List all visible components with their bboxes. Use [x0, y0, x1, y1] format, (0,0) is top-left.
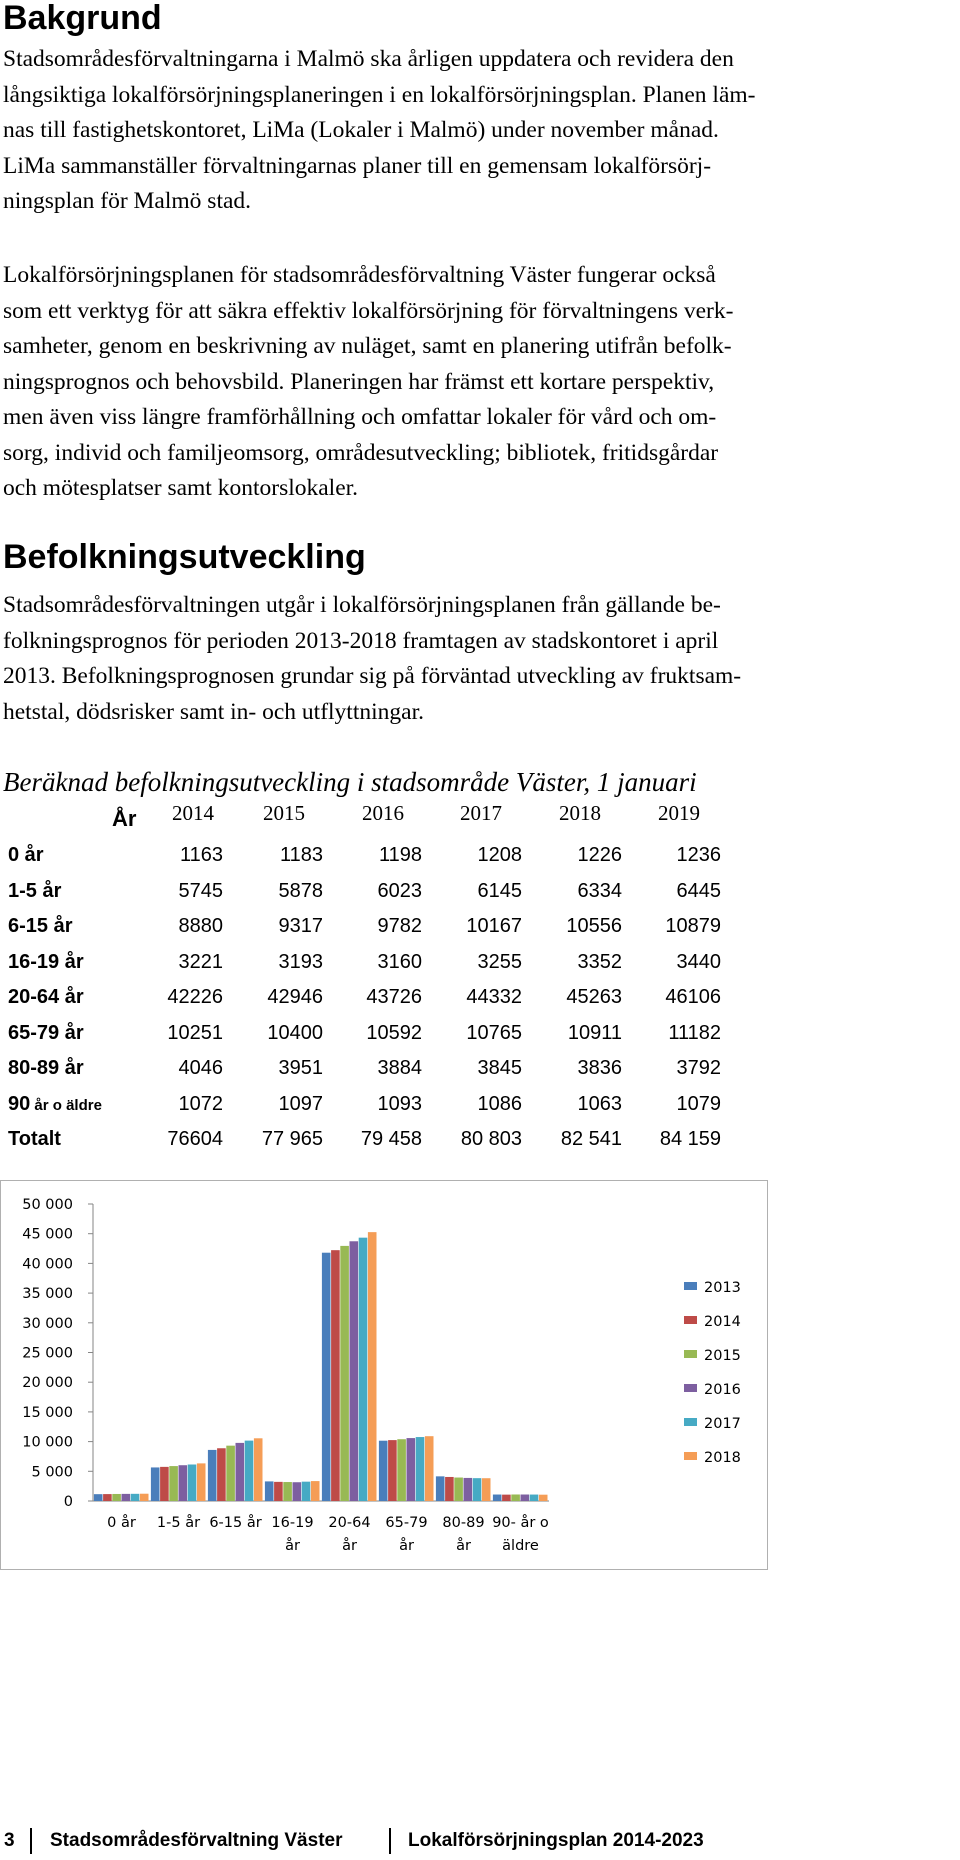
table-cell: 3845 [477, 1057, 522, 1079]
bar [94, 1494, 103, 1501]
footer-document-title: Lokalförsörjningsplan 2014-2023 [408, 1830, 704, 1851]
table-cell: 1097 [278, 1092, 323, 1115]
table-cell: 1163 [179, 844, 223, 866]
table-cell: 11182 [668, 1021, 721, 1044]
table-cell: 9782 [377, 915, 422, 937]
text-line: hetstal, dödsrisker samt in- och utflyttningar. [3, 698, 424, 725]
bar [131, 1494, 140, 1501]
bar [511, 1494, 520, 1501]
bar [530, 1495, 539, 1501]
table-cell: 5745 [178, 879, 223, 902]
table-cell: 3884 [377, 1057, 422, 1079]
table-cell: 3160 [377, 950, 422, 973]
legend-swatch [684, 1418, 697, 1426]
bar [274, 1482, 283, 1501]
bar [425, 1436, 434, 1501]
table-cell: 82 541 [560, 1128, 622, 1150]
bar [311, 1481, 320, 1501]
x-tick-label: 16-19 [271, 1515, 314, 1531]
bakgrund-paragraph-2 [3, 258, 953, 507]
bar [293, 1482, 302, 1501]
text-line: folkningsprognos för perioden 2013-2018 framtagen av stadskontoret i april [3, 627, 719, 654]
table-row-label [8, 949, 84, 975]
table-cell: 46106 [665, 986, 721, 1008]
y-tick-label: 15 000 [22, 1404, 73, 1421]
table-cell: 10911 [567, 1021, 622, 1044]
year-header: 2016 [362, 801, 404, 825]
table-cell: 3221 [178, 950, 223, 973]
year-column-label: År [112, 806, 137, 831]
table-cell: 10879 [665, 915, 721, 937]
table-cell: 6334 [577, 879, 622, 902]
text-line: Lokalförsörjningsplanen för stadsområdesförvaltning Väster fungerar också [3, 262, 716, 288]
table-cell: 1236 [676, 844, 721, 866]
bar [188, 1464, 197, 1501]
text-line: och mötesplatser samt kontorslokaler. [3, 475, 359, 501]
x-tick-label: äldre [502, 1538, 539, 1554]
y-tick-label: 25 000 [22, 1345, 73, 1362]
table-cell: 6445 [676, 879, 721, 902]
text-line: 2013. Befolkningsprognosen grundar sig på förväntad utveckling av fruktsam- [3, 663, 742, 689]
table-cell: 8880 [178, 915, 223, 937]
x-tick-label: 80-89 [442, 1515, 485, 1531]
y-tick-label: 40 000 [22, 1256, 73, 1273]
table-cell: 10400 [267, 1021, 323, 1044]
text-line: LiMa sammanställer förvaltningarnas planer till en gemensam lokalförsörj- [3, 152, 712, 179]
table-cell: 80 803 [460, 1128, 522, 1150]
table-row-label [8, 1091, 102, 1119]
bar [197, 1463, 206, 1501]
bar [283, 1482, 292, 1501]
y-tick-label: 10 000 [22, 1434, 73, 1451]
x-tick-label: år [285, 1538, 300, 1554]
bar [521, 1495, 530, 1501]
y-tick-label: 30 000 [22, 1315, 73, 1332]
text-line: ningsplan för Malmö stad. [3, 188, 252, 214]
bar [350, 1241, 359, 1501]
bar [368, 1232, 377, 1501]
table-cell: 42226 [167, 986, 223, 1008]
bar [539, 1495, 548, 1501]
text-line: men även viss längre framförhållning och omfattar lokaler för vård och om- [3, 404, 717, 430]
footer-divider [30, 1828, 32, 1854]
y-tick-label: 50 000 [22, 1197, 73, 1213]
y-tick-label: 45 000 [22, 1226, 73, 1243]
row-label-text: Totalt [8, 1128, 61, 1150]
legend-swatch [684, 1452, 697, 1460]
bar [302, 1482, 311, 1501]
legend-swatch [684, 1282, 697, 1290]
text-line: nas till fastighetskontoret, LiMa (Lokaler i Malmö) under november månad. [3, 117, 719, 143]
x-tick-label: år [399, 1538, 414, 1554]
table-cell: 76604 [167, 1128, 223, 1150]
table-cell: 1072 [178, 1092, 223, 1115]
bar [493, 1495, 502, 1501]
bar [217, 1448, 226, 1501]
table-row-label [8, 984, 84, 1010]
text-line: ningsprognos och behovsbild. Planeringen har främst ett kortare perspektiv, [3, 368, 715, 395]
table-row-label [8, 1126, 61, 1152]
table-cell: 1226 [577, 844, 622, 866]
bar [112, 1494, 121, 1501]
row-label-suffix: år o äldre [30, 1096, 102, 1114]
bar [122, 1494, 131, 1501]
table-cell: 3193 [278, 950, 323, 973]
row-label-text: 1-5 år [8, 879, 62, 902]
bar [208, 1450, 217, 1501]
bar [416, 1437, 425, 1501]
y-tick-label: 5 000 [31, 1464, 73, 1481]
table-cell: 1086 [477, 1092, 522, 1115]
bar [331, 1250, 340, 1501]
bar [160, 1467, 169, 1501]
footer-divider [389, 1828, 391, 1854]
bar [254, 1438, 263, 1501]
bar [359, 1238, 368, 1501]
x-tick-label: 65-79 [385, 1515, 428, 1531]
text-line: Stadsområdesförvaltningen utgår i lokalförsörjningsplanen från gällande be- [3, 592, 721, 618]
row-label-text: 20-64 år [8, 986, 84, 1008]
table-cell: 1063 [577, 1092, 622, 1115]
text-line: långsiktiga lokalförsörjningsplaneringen i en lokalförsörjningsplan. Planen läm- [3, 81, 756, 108]
table-cell: 3255 [477, 950, 522, 973]
table-cell: 6145 [477, 879, 522, 902]
bar [322, 1253, 331, 1501]
table-row-label [8, 1020, 84, 1046]
bar [140, 1494, 149, 1501]
bar [454, 1478, 463, 1501]
section-heading-befolkningsutveckling: Befolkningsutveckling [3, 538, 366, 576]
text-line: sorg, individ och familjeomsorg, områdesutveckling; bibliotek, fritidsgårdar [3, 439, 719, 466]
x-tick-label: 6-15 år [209, 1515, 262, 1531]
legend-label: 2015 [704, 1348, 741, 1364]
table-cell: 84 159 [659, 1128, 721, 1150]
table-cell: 3792 [676, 1057, 721, 1079]
table-row-label [8, 1055, 84, 1081]
bar [340, 1246, 349, 1501]
bar [482, 1478, 491, 1501]
table-cell: 42946 [267, 986, 323, 1008]
population-chart [0, 1180, 768, 1570]
table-row-label [8, 842, 44, 868]
year-header: 2015 [263, 801, 305, 825]
table-cell: 10251 [167, 1021, 223, 1044]
legend-label: 2018 [704, 1450, 741, 1466]
legend-swatch [684, 1350, 697, 1358]
table-cell: 1198 [378, 844, 422, 866]
page-number: 3 [4, 1830, 15, 1851]
page-footer [0, 1826, 960, 1856]
bar [464, 1478, 473, 1501]
legend-swatch [684, 1316, 697, 1324]
bar [445, 1477, 454, 1501]
table-cell: 10592 [366, 1021, 422, 1044]
section-heading-bakgrund: Bakgrund [3, 0, 162, 37]
legend-label: 2016 [704, 1382, 741, 1398]
bar [407, 1438, 416, 1501]
legend-label: 2014 [704, 1314, 741, 1330]
table-cell: 43726 [366, 986, 422, 1008]
legend-label: 2017 [704, 1416, 741, 1432]
table-row-label [8, 878, 61, 904]
table-row-label [8, 913, 73, 939]
x-tick-label: år [456, 1538, 471, 1554]
bar [502, 1495, 511, 1501]
bar [236, 1443, 245, 1501]
row-label-text: 90 [8, 1092, 31, 1115]
x-tick-label: 0 år [107, 1515, 136, 1531]
x-tick-label: år [342, 1538, 357, 1554]
befolkning-paragraph [3, 588, 953, 730]
bar [179, 1465, 188, 1501]
x-tick-label: 1-5 år [156, 1515, 201, 1531]
table-cell: 10167 [466, 915, 522, 937]
row-label-text: 6-15 år [8, 915, 73, 937]
table-cell: 3836 [577, 1057, 622, 1079]
bar [265, 1481, 274, 1501]
bar [103, 1494, 112, 1501]
year-header: 2017 [460, 801, 502, 825]
table-cell: 77 965 [261, 1128, 323, 1150]
table-cell: 10765 [466, 1021, 522, 1044]
table-cell: 6023 [377, 879, 422, 902]
bar [169, 1466, 178, 1501]
table-cell: 79 458 [360, 1128, 422, 1150]
text-line: som ett verktyg för att säkra effektiv lokalförsörjning för förvaltningens verk- [3, 297, 734, 324]
table-cell: 5878 [278, 879, 323, 902]
table-cell: 1183 [279, 844, 323, 866]
y-tick-label: 0 [63, 1494, 73, 1510]
bar [473, 1478, 482, 1501]
x-tick-label: 20-64 [328, 1515, 371, 1531]
bar [397, 1439, 406, 1501]
table-cell: 1208 [477, 844, 522, 866]
table-cell: 3951 [278, 1057, 323, 1079]
text-line: Stadsområdesförvaltningarna i Malmö ska årligen uppdatera och revidera den [3, 46, 734, 72]
row-label-text: 65-79 år [8, 1021, 84, 1044]
table-cell: 3440 [676, 950, 721, 973]
x-tick-label: 90- år o [492, 1515, 549, 1531]
table-cell: 1093 [377, 1092, 422, 1115]
year-header: 2018 [559, 801, 601, 825]
year-header: 2019 [658, 801, 700, 825]
table-cell: 3352 [577, 950, 622, 973]
bar [436, 1476, 445, 1501]
bar [379, 1441, 388, 1501]
text-line: samheter, genom en beskrivning av nuläget, samt en planering utifrån befolk- [3, 333, 732, 359]
row-label-text: 80-89 år [8, 1057, 84, 1079]
bakgrund-paragraph-1 [3, 42, 953, 220]
legend-label: 2013 [704, 1280, 741, 1296]
bar [388, 1440, 397, 1501]
table-cell: 45263 [566, 986, 622, 1008]
bar [226, 1446, 235, 1501]
y-tick-label: 35 000 [22, 1286, 73, 1303]
legend-swatch [684, 1384, 697, 1392]
bar [245, 1441, 254, 1501]
row-label-text: 16-19 år [8, 950, 84, 973]
table-title: Beräknad befolkningsutveckling i stadsområde Väster, 1 januari [3, 767, 697, 797]
footer-org-name: Stadsområdesförvaltning Väster [50, 1830, 343, 1851]
table-cell: 1079 [676, 1092, 721, 1115]
bar [151, 1467, 160, 1501]
chart-canvas [1, 1181, 769, 1571]
table-cell: 10556 [566, 915, 622, 937]
row-label-text: 0 år [8, 844, 44, 866]
year-header: 2014 [172, 801, 214, 825]
table-cell: 44332 [466, 986, 522, 1008]
y-tick-label: 20 000 [22, 1375, 73, 1392]
table-cell: 4046 [178, 1057, 223, 1079]
table-cell: 9317 [278, 915, 323, 937]
